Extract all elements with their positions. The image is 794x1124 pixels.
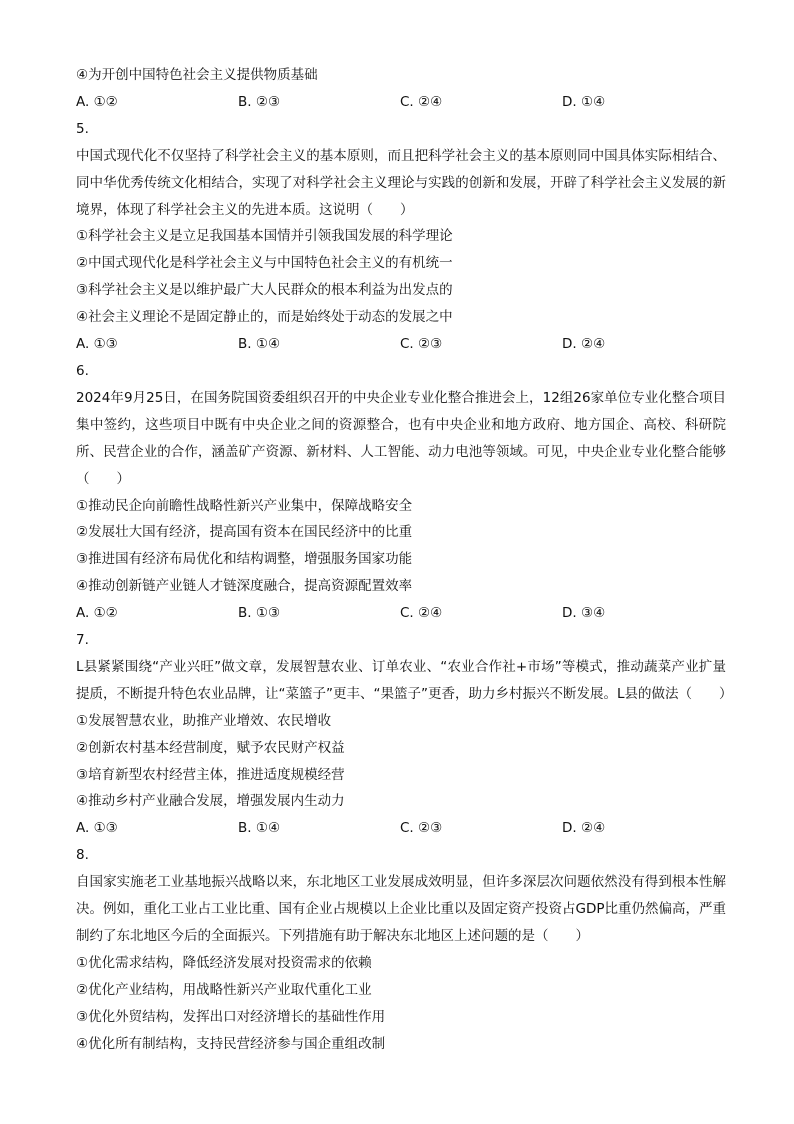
q8-item-4: ④优化所有制结构，支持民营经济参与国企重组改制 [76, 1035, 386, 1052]
q7-options [76, 815, 726, 842]
q6-options [76, 600, 726, 627]
q7-option-a: A. ①③ [76, 820, 118, 837]
q6-number: 6. [76, 362, 89, 379]
q7-number: 7. [76, 632, 89, 649]
q7-option-d: D. ②④ [562, 820, 606, 837]
q5-stem: 中国式现代化不仅坚持了科学社会主义的基本原则，而且把科学社会主义的基本原则同中国具体实际相结合、同中华优秀传统文化相结合，实现了对科学社会主义理论与实践的创新和发展，开辟了科学社会主义发展的新境界，体现了科学社会主义的先进本质。这说明（ ） [76, 147, 726, 218]
q4-item-4: ④为开创中国特色社会主义提供物质基础 [76, 67, 318, 83]
q4-option-a: A. ①② [76, 93, 118, 110]
q5-options [76, 331, 726, 358]
q8-number: 8. [76, 847, 89, 864]
q8-item-1: ①优化需求结构，降低经济发展对投资需求的依赖 [76, 954, 372, 971]
q7-item-3: ③培育新型农村经营主体，推进适度规模经营 [76, 766, 345, 783]
q8-item-3: ③优化外贸结构，发挥出口对经济增长的基础性作用 [76, 1008, 386, 1025]
q8-item-2: ②优化产业结构，用战略性新兴产业取代重化工业 [76, 981, 372, 998]
q7-option-b: B. ①④ [238, 820, 281, 837]
q5-item-2: ②中国式现代化是科学社会主义与中国特色社会主义的有机统一 [76, 255, 453, 272]
q6-option-b: B. ①③ [238, 605, 281, 622]
q6-stem: 2024年9月25日，在国务院国资委组织召开的中央企业专业化整合推进会上，12组26家单位专业化整合项目集中签约，这些项目中既有中央企业之间的资源整合，也有中央企业和地方政府、地方国企、高校、科研院所、民营企业的合作，涵盖矿产资源、新材料、人工智能、动力电池等领域。可见，中央企业专业化整合能够（ ） [76, 389, 726, 487]
q6-option-d: D. ③④ [562, 605, 606, 622]
q4-option-c: C. ②④ [400, 93, 443, 110]
q5-option-a: A. ①③ [76, 336, 118, 353]
q5-option-d: D. ②④ [562, 336, 606, 353]
q6-option-a: A. ①② [76, 605, 118, 622]
q5-number: 5. [76, 120, 89, 137]
q6-item-3: ③推进国有经济布局优化和结构调整，增强服务国家功能 [76, 551, 413, 568]
q7-item-2: ②创新农村基本经营制度，赋予农民财产权益 [76, 739, 345, 756]
q7-item-1: ①发展智慧农业，助推产业增效、农民增收 [76, 712, 332, 729]
q4-options [76, 89, 726, 116]
q7-item-4: ④推动乡村产业融合发展，增强发展内生动力 [76, 793, 345, 810]
q5-item-3: ③科学社会主义是以维护最广大人民群众的根本利益为出发点的 [76, 282, 453, 299]
q8-stem: 自国家实施老工业基地振兴战略以来，东北地区工业发展成效明显，但许多深层次问题依然没有得到根本性解决。例如，重化工业占工业比重、国有企业占规模以上企业比重以及固定资产投资占GDP比重仍然偏高，严重制约了东北地区今后的全面振兴。下列措施有助于解决东北地区上述问题的是（ ） [76, 874, 726, 944]
q5-option-b: B. ①④ [238, 336, 281, 353]
exam-page [76, 62, 733, 1058]
q4-option-b: B. ②③ [238, 93, 281, 110]
q7-stem: L县紧紧围绕“产业兴旺”做文章，发展智慧农业、订单农业、“农业合作社+市场”等模式，推动蔬菜产业扩量提质，不断提升特色农业品牌，让“菜篮子”更丰、“果篮子”更香，助力乡村振兴不断发展。L县的做法（ ） [76, 658, 733, 702]
q5-item-1: ①科学社会主义是立足我国基本国情并引领我国发展的科学理论 [76, 228, 453, 245]
q5-option-c: C. ②③ [400, 336, 443, 353]
q4-option-d: D. ①④ [562, 93, 606, 110]
q6-item-2: ②发展壮大国有经济，提高国有资本在国民经济中的比重 [76, 524, 413, 541]
q6-item-1: ①推动民企向前瞻性战略性新兴产业集中，保障战略安全 [76, 497, 413, 514]
q5-item-4: ④社会主义理论不是固定静止的，而是始终处于动态的发展之中 [76, 309, 453, 326]
q6-option-c: C. ②④ [400, 605, 443, 622]
q7-option-c: C. ②③ [400, 820, 443, 837]
q6-item-4: ④推动创新链产业链人才链深度融合，提高资源配置效率 [76, 578, 413, 595]
